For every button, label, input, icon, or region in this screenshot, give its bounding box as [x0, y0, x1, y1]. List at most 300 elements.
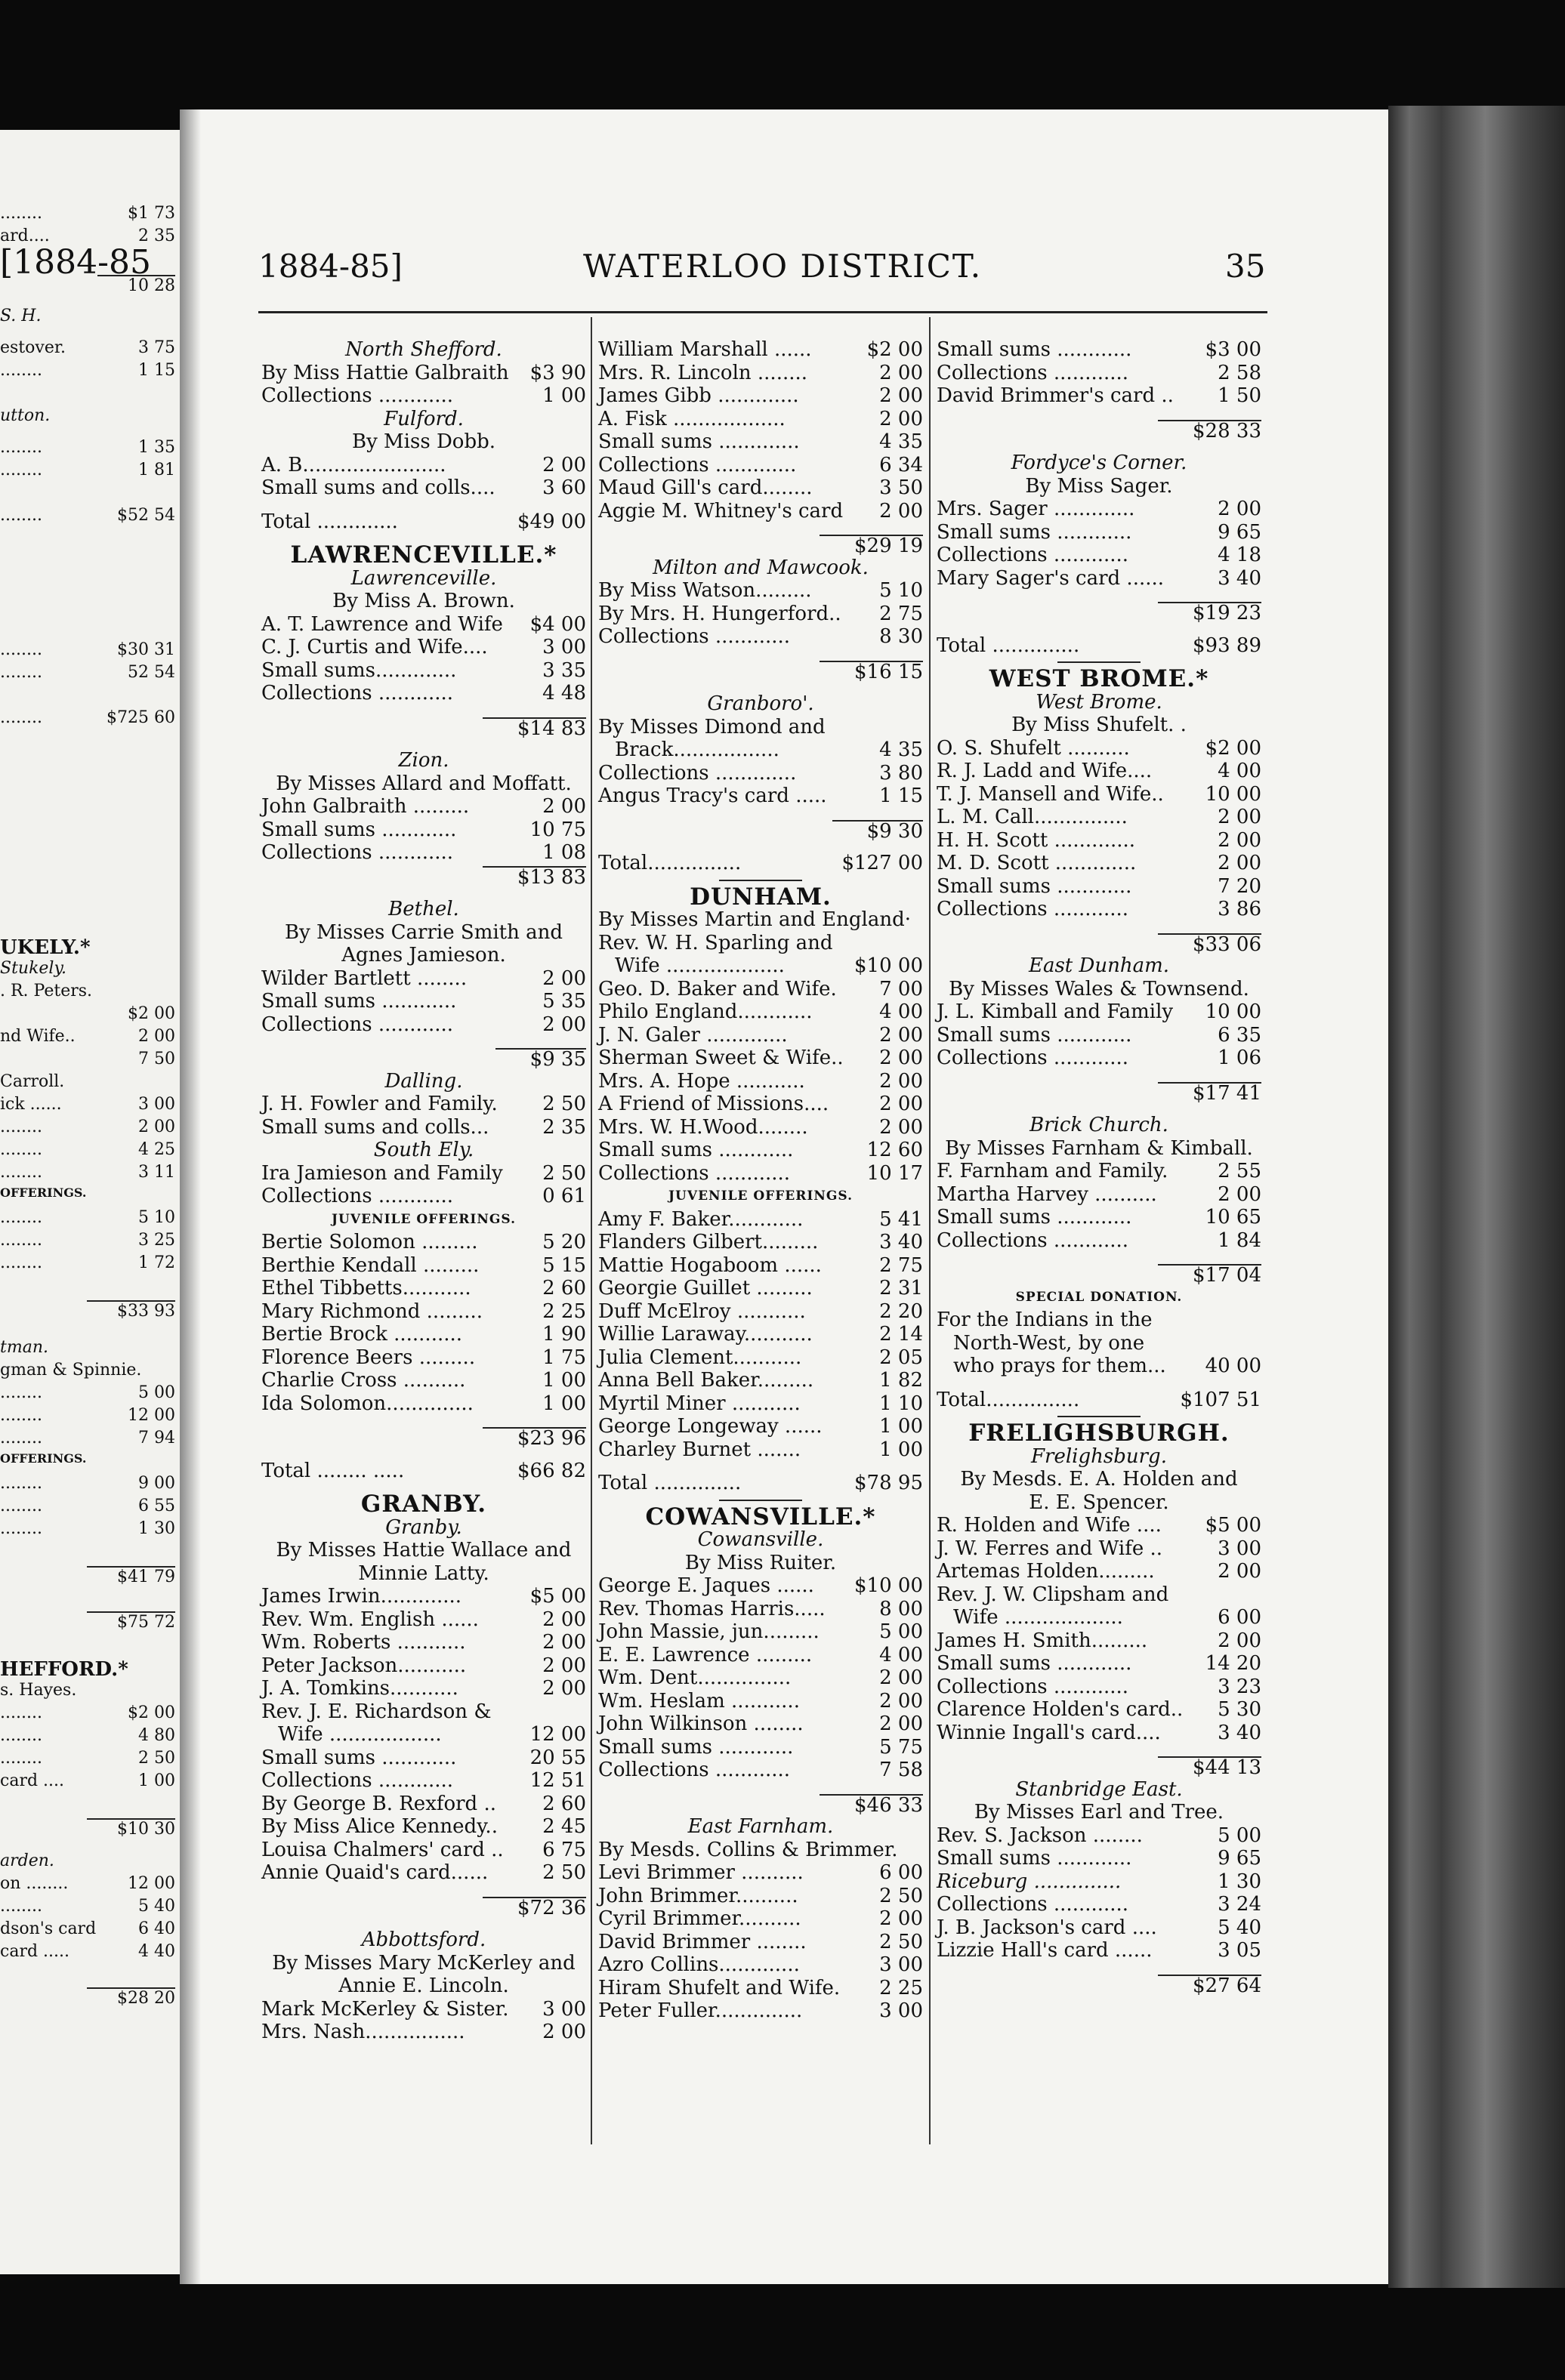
- entry-label: Angus Tracy's card .....: [598, 785, 827, 807]
- ledger-entry: [261, 1254, 586, 1278]
- left-fragment-amount: 3 11: [138, 1163, 175, 1181]
- ledger-entry: [261, 1277, 586, 1300]
- entry-label: Collections ............: [937, 361, 1129, 384]
- ledger-entry: [261, 1460, 586, 1483]
- left-fragment-line: [0, 204, 175, 222]
- collector-line: [261, 590, 586, 613]
- left-fragment-line: [0, 1429, 175, 1447]
- entry-label: Mary Sager's card ......: [937, 566, 1165, 590]
- entry-label: By Miss Ruiter.: [684, 1551, 837, 1574]
- entry-amount: 2 00: [1218, 1182, 1261, 1206]
- ledger-entry: [261, 1585, 586, 1608]
- entry-amount: $3 00: [1205, 338, 1261, 361]
- gutter-shadow: [180, 109, 201, 2284]
- left-fragment-label: ick ......: [0, 1095, 62, 1113]
- ledger-entry: [261, 1769, 586, 1793]
- left-fragment-amount: 4 25: [138, 1140, 175, 1158]
- header-rule: [258, 311, 1267, 313]
- left-fragment-label: . R. Peters.: [0, 982, 93, 1000]
- ledger-entry: [937, 875, 1261, 899]
- entry-label: Collections ............: [261, 1185, 454, 1207]
- collector-line: [598, 1552, 923, 1575]
- ledger-entry: [598, 762, 923, 785]
- ledger-entry: [937, 1000, 1261, 1024]
- left-fragment-label: nd Wife..: [0, 1027, 76, 1045]
- spacer: [937, 441, 1261, 452]
- entry-label: John Massie, jun.........: [598, 1620, 820, 1643]
- left-fragment-line: [0, 1140, 175, 1158]
- entry-label: Bertie Brock ...........: [261, 1323, 463, 1346]
- place-heading: [261, 1139, 586, 1162]
- entry-amount: 2 00: [542, 1013, 586, 1036]
- ledger-entry: [598, 1093, 923, 1116]
- entry-amount: 2 00: [1218, 498, 1261, 520]
- collector-line: [937, 978, 1261, 1001]
- entry-continuation: [598, 954, 923, 978]
- entry-label: By Misses Carrie Smith and: [284, 920, 563, 944]
- entry-label: North Shefford.: [345, 338, 502, 361]
- ledger-entry: [937, 1160, 1261, 1183]
- entry-label: Mrs. Sager .............: [937, 498, 1135, 520]
- left-fragment-label: ........: [0, 1897, 42, 1915]
- entry-amount: $107 51: [1180, 1388, 1261, 1411]
- entry-amount: 2 00: [879, 1023, 923, 1047]
- ledger-entry: [937, 1229, 1261, 1253]
- left-fragment-label: ........: [0, 438, 42, 456]
- entry-amount: 7 58: [879, 1759, 923, 1781]
- entry-label: Collections ............: [937, 1229, 1129, 1252]
- entry-label: Granboro'.: [707, 692, 814, 715]
- entry-label: Granby.: [385, 1515, 462, 1539]
- entry-amount: 3 60: [542, 476, 586, 499]
- subtotal-line: [261, 716, 586, 739]
- entry-label: WEST BROME.*: [989, 665, 1209, 692]
- left-fragment-label: Carroll.: [0, 1072, 65, 1090]
- left-fragment-line: [0, 1519, 175, 1537]
- entry-label: Collections ............: [598, 625, 791, 648]
- entry-label: A Friend of Missions....: [598, 1093, 829, 1115]
- left-fragment-line: [0, 307, 175, 325]
- entry-label: Peter Fuller..............: [598, 1999, 803, 2022]
- subtotal-amount: $23 96: [483, 1427, 586, 1448]
- entry-amount: 12 00: [529, 1723, 586, 1746]
- entry-amount: 4 00: [1218, 760, 1261, 782]
- left-fragment-label: ........: [0, 1497, 42, 1515]
- left-fragment-amount: 2 00: [138, 1027, 175, 1045]
- entry-amount: 2 50: [542, 1161, 586, 1185]
- left-fragment-amount: 7 50: [138, 1050, 175, 1068]
- entry-label: Collections ............: [598, 1161, 791, 1185]
- ledger-entry: [261, 362, 586, 385]
- entry-amount: 3 00: [542, 636, 586, 658]
- entry-label: Small sums.............: [261, 658, 457, 682]
- entry-amount: 2 00: [1218, 806, 1261, 828]
- subsection-label: [937, 1286, 1261, 1309]
- left-fragment-label: dson's card: [0, 1919, 97, 1938]
- entry-amount: 4 35: [879, 738, 923, 761]
- entry-label: Peter Jackson...........: [261, 1654, 467, 1677]
- spacer: [937, 590, 1261, 600]
- column-1: [261, 338, 586, 2150]
- entry-amount: 2 00: [1218, 852, 1261, 874]
- left-fragment-amount: $75 72: [87, 1611, 175, 1629]
- subtotal-amount: $27 64: [1158, 1975, 1261, 1996]
- spacer: [937, 1070, 1261, 1081]
- left-fragment-line: [0, 1095, 175, 1113]
- entry-label: Dalling.: [384, 1069, 463, 1093]
- entry-label: R. J. Ladd and Wife....: [937, 760, 1153, 782]
- entry-amount: 5 40: [1218, 1916, 1261, 1939]
- entry-label: By George B. Rexford ..: [261, 1792, 496, 1815]
- entry-amount: 1 50: [1218, 384, 1261, 407]
- ledger-entry: [937, 1560, 1261, 1583]
- ledger-entry: [598, 1070, 923, 1093]
- entry-amount: 2 00: [879, 1713, 923, 1735]
- entry-amount: 1 82: [879, 1369, 923, 1392]
- left-fragment-line: [0, 1874, 175, 1892]
- entry-label: Collections .............: [598, 761, 797, 785]
- entry-amount: 2 00: [542, 1608, 586, 1631]
- place-heading: [261, 567, 586, 590]
- entry-label: Wm. Heslam ...........: [598, 1689, 800, 1713]
- entry-amount: 20 55: [529, 1746, 586, 1769]
- ledger-entry: [937, 1824, 1261, 1848]
- collector-line: [261, 430, 586, 454]
- entry-label: Geo. D. Baker and Wife.: [598, 977, 837, 1000]
- collector-line: [261, 772, 586, 796]
- ledger-entry: [598, 1415, 923, 1438]
- entry-amount: 3 00: [1218, 1537, 1261, 1560]
- ledger-entry: [598, 1000, 923, 1024]
- entry-label: James H. Smith.........: [937, 1629, 1148, 1652]
- left-fragment-amount: 2 50: [138, 1749, 175, 1767]
- entry-amount: 10 75: [529, 818, 586, 841]
- entry-amount: 5 75: [879, 1735, 923, 1759]
- entry-amount: 2 50: [542, 1861, 586, 1884]
- entry-label: Wm. Dent...............: [598, 1666, 792, 1689]
- entry-label: C. J. Curtis and Wife....: [261, 636, 488, 658]
- entry-label: Abbottsford.: [361, 1928, 486, 1951]
- entry-label: SPECIAL DONATION.: [1015, 1289, 1183, 1305]
- entry-amount: 5 20: [542, 1231, 586, 1253]
- entry-amount: 0 61: [542, 1185, 586, 1207]
- ledger-entry: [261, 682, 586, 705]
- entry-label: By Miss Dobb.: [352, 430, 495, 453]
- ledger-entry: [598, 1392, 923, 1416]
- left-fragment-amount: 5 10: [138, 1208, 175, 1226]
- collector-line: [261, 944, 586, 967]
- entry-label: Mrs. Nash................: [261, 2021, 465, 2043]
- entry-amount: $127 00: [841, 852, 923, 874]
- ledger-entry: [598, 603, 923, 626]
- ledger-entry: [598, 454, 923, 477]
- entry-label: F. Farnham and Family.: [937, 1160, 1168, 1182]
- entry-amount: 3 80: [879, 761, 923, 785]
- entry-amount: 7 00: [879, 977, 923, 1000]
- ledger-entry: [937, 498, 1261, 521]
- left-fragment-line: [0, 1771, 175, 1790]
- entry-label: Georgie Guillet .........: [598, 1277, 813, 1299]
- entry-amount: 2 00: [879, 1907, 923, 1930]
- entry-amount: 2 00: [879, 407, 923, 430]
- collector-line: [261, 1562, 586, 1586]
- entry-amount: 1 00: [879, 1438, 923, 1461]
- entry-label: Rev. J. E. Richardson &: [261, 1700, 492, 1723]
- entry-label: E. E. Spencer.: [1029, 1491, 1169, 1514]
- ledger-entry: [937, 521, 1261, 544]
- entry-label: Collections ............: [937, 1893, 1129, 1916]
- place-heading: [261, 408, 586, 431]
- entry-label: Collections ............: [937, 898, 1129, 920]
- subtotal-amount: $16 15: [820, 661, 923, 682]
- entry-amount: 2 75: [879, 602, 923, 625]
- subtotal-line: [937, 418, 1261, 442]
- entry-label: JUVENILE OFFERINGS.: [668, 1188, 853, 1204]
- left-fragment-amount: 3 00: [138, 1095, 175, 1113]
- column-divider: [591, 317, 592, 2144]
- entry-label: Winnie Ingall's card....: [937, 1721, 1161, 1744]
- subtotal-line: [937, 1081, 1261, 1104]
- left-fragment-line: [0, 640, 175, 658]
- left-fragment-amount: $2 00: [128, 1703, 175, 1722]
- entry-amount: 2 25: [542, 1299, 586, 1323]
- entry-amount: 10 00: [1205, 782, 1261, 806]
- spacer: [261, 887, 586, 898]
- left-fragment-label: ........: [0, 1474, 42, 1492]
- entry-label: Collections ............: [261, 384, 454, 407]
- left-fragment-label: S. H.: [0, 307, 42, 325]
- entry-label: Annie E. Lincoln.: [338, 1975, 509, 1997]
- entry-label: Mrs. W. H.Wood........: [598, 1115, 808, 1139]
- spacer: [598, 1461, 923, 1472]
- entry-amount: 2 00: [542, 1677, 586, 1700]
- entry-label: Ethel Tibbetts...........: [261, 1277, 471, 1299]
- left-fragment-amount: 1 15: [138, 361, 175, 379]
- ledger-entry: [598, 1644, 923, 1667]
- left-fragment-line: [0, 1497, 175, 1515]
- ledger-entry: [937, 737, 1261, 760]
- entry-label: DUNHAM.: [690, 883, 832, 911]
- entry-label: By Misses Hattie Wallace and: [276, 1539, 572, 1561]
- left-fragment-line: [0, 506, 175, 524]
- entry-amount: 2 31: [879, 1277, 923, 1299]
- entry-label: COWANSVILLE.*: [645, 1503, 876, 1531]
- subtotal-line: [261, 1426, 586, 1449]
- left-fragment-label: card ....: [0, 1771, 65, 1790]
- entry-label: James Gibb .............: [598, 384, 799, 407]
- left-fragment-line: [0, 1338, 175, 1356]
- left-fragment-amount: 1 81: [138, 461, 175, 479]
- ledger-entry: [937, 783, 1261, 806]
- entry-amount: 1 00: [542, 1392, 586, 1415]
- entry-amount: 2 05: [879, 1346, 923, 1369]
- left-fragment-label: ........: [0, 461, 42, 479]
- ledger-entry: [598, 1861, 923, 1885]
- entry-label: Collections ............: [937, 1047, 1129, 1069]
- entry-amount: 2 00: [542, 966, 586, 990]
- left-fragment-amount: $28 20: [87, 1987, 175, 2005]
- spacer: [261, 1036, 586, 1047]
- entry-label: Frelighsburg.: [1031, 1444, 1167, 1468]
- left-fragment-label: ........: [0, 663, 42, 681]
- entry-label: Collections ............: [261, 682, 454, 704]
- entry-amount: 2 00: [879, 1093, 923, 1115]
- ledger-entry: [598, 978, 923, 1001]
- entry-amount: 2 50: [879, 1930, 923, 1953]
- entry-amount: 1 30: [1218, 1870, 1261, 1893]
- left-fragment-line: [0, 1681, 175, 1699]
- entry-label: Duff McElroy ...........: [598, 1299, 806, 1323]
- entry-label: Mrs. A. Hope ...........: [598, 1069, 805, 1093]
- left-fragment-label: OFFERINGS.: [0, 1451, 87, 1466]
- left-fragment-label: s. Hayes.: [0, 1681, 77, 1699]
- left-fragment-label: Stukely.: [0, 959, 66, 977]
- left-fragment-amount: $30 31: [117, 640, 175, 658]
- entry-label: Zion.: [398, 749, 449, 772]
- ledger-entry: [261, 1654, 586, 1678]
- spacer: [598, 682, 923, 692]
- entry-amount: 7 20: [1218, 874, 1261, 898]
- entry-label: Brack.................: [615, 738, 779, 761]
- entry-label: J. B. Jackson's card ....: [937, 1916, 1157, 1939]
- entry-label: Small sums ............: [598, 1735, 794, 1759]
- ledger-entry: [598, 1162, 923, 1185]
- spacer: [261, 1449, 586, 1460]
- entry-amount: 1 75: [542, 1346, 586, 1369]
- entry-label: Total ..............: [937, 634, 1080, 657]
- collector-line: [937, 475, 1261, 498]
- ledger-entry: [598, 785, 923, 808]
- entry-label: Small sums ............: [937, 1023, 1132, 1047]
- ledger-entry: [261, 1608, 586, 1632]
- ledger-entry: [598, 1931, 923, 1954]
- subtotal-amount: $44 13: [1158, 1756, 1261, 1777]
- entry-label: By Misses Wales & Townsend.: [949, 977, 1249, 1000]
- left-fragment-amount: 1 35: [138, 438, 175, 456]
- left-fragment-line: [0, 1406, 175, 1424]
- entry-label: LAWRENCEVILLE.*: [290, 541, 557, 569]
- entry-label: Small sums and colls...: [261, 1115, 489, 1139]
- ledger-entry: [937, 1847, 1261, 1870]
- entry-label: John Galbraith .........: [261, 795, 470, 818]
- ledger-entry: [937, 1183, 1261, 1207]
- entry-label: A. B.......................: [261, 453, 446, 476]
- spacer: [598, 808, 923, 819]
- entry-amount: 14 20: [1205, 1652, 1261, 1675]
- ledger-entry: [261, 2021, 586, 2044]
- entry-label: Louisa Chalmers' card ..: [261, 1838, 504, 1861]
- ledger-entry: [261, 1861, 586, 1885]
- ledger-entry: [261, 1116, 586, 1139]
- entry-amount: $49 00: [517, 510, 586, 533]
- entry-label: Agnes Jamieson.: [341, 944, 506, 966]
- subtotal-line: [937, 1973, 1261, 1996]
- left-fragment-line: [0, 1658, 175, 1676]
- ledger-entry: [261, 1392, 586, 1416]
- place-heading: [598, 1528, 923, 1552]
- ledger-entry: [261, 967, 586, 991]
- entry-label: Lawrenceville.: [350, 566, 497, 590]
- left-fragment-line: [0, 1919, 175, 1938]
- ledger-entry: [937, 544, 1261, 567]
- subtotal-amount: $9 35: [495, 1048, 586, 1069]
- entry-amount: 4 35: [879, 430, 923, 453]
- entry-label: R. Holden and Wife ....: [937, 1514, 1162, 1537]
- left-fragment-label: ........: [0, 1406, 42, 1424]
- entry-amount: 3 05: [1218, 1939, 1261, 1962]
- entry-amount: 3 86: [1218, 898, 1261, 920]
- ledger-entry: [598, 625, 923, 649]
- left-fragment-line: [0, 708, 175, 726]
- entry-label: Sherman Sweet & Wife..: [598, 1047, 844, 1069]
- subtotal-amount: $28 33: [1158, 420, 1261, 441]
- left-fragment-amount: $33 93: [87, 1300, 175, 1318]
- left-fragment-line: [0, 1611, 175, 1629]
- ledger-entry: [937, 338, 1261, 362]
- ledger-entry: [598, 1953, 923, 1977]
- ledger-entry: [937, 1309, 1261, 1332]
- left-fragment-label: ........: [0, 1140, 42, 1158]
- ledger-entry: [598, 716, 923, 739]
- entry-label: Wife ...................: [615, 954, 785, 977]
- entry-amount: 5 00: [879, 1620, 923, 1643]
- entry-label: Berthie Kendall .........: [261, 1253, 480, 1277]
- ledger-entry: [598, 1620, 923, 1644]
- ledger-entry: [937, 829, 1261, 852]
- ledger-entry: [261, 1093, 586, 1116]
- left-fragment-line: [0, 227, 175, 245]
- entry-amount: 8 30: [879, 625, 923, 648]
- entry-amount: 5 30: [1218, 1698, 1261, 1721]
- left-fragment-amount: 3 25: [138, 1231, 175, 1249]
- left-fragment-label: tman.: [0, 1338, 48, 1356]
- entry-label: By Misses Martin and England·: [598, 908, 911, 931]
- entry-label: J. N. Galer .............: [598, 1023, 788, 1047]
- entry-label: who prays for them...: [953, 1355, 1166, 1377]
- left-fragment-line: [0, 1987, 175, 2005]
- entry-label: Fulford.: [384, 407, 464, 430]
- entry-amount: $5 00: [529, 1585, 586, 1608]
- spacer: [937, 1962, 1261, 1973]
- left-fragment-line: [0, 1361, 175, 1379]
- spacer: [937, 1378, 1261, 1389]
- ledger-entry: [937, 852, 1261, 875]
- entry-label: Bertie Solomon .........: [261, 1231, 478, 1253]
- left-fragment-label: ........: [0, 1429, 42, 1447]
- section-heading: [937, 1422, 1261, 1445]
- entry-label: Levi Brimmer ..........: [598, 1861, 804, 1884]
- entry-amount: 2 00: [879, 1689, 923, 1713]
- ledger-entry: [598, 1839, 923, 1862]
- entry-amount: 3 50: [879, 476, 923, 499]
- entry-label: Martha Harvey ..........: [937, 1182, 1157, 1206]
- place-heading: [261, 1070, 586, 1093]
- spacer: [937, 1103, 1261, 1114]
- entry-label: East Farnham.: [687, 1815, 834, 1838]
- place-heading: [598, 692, 923, 716]
- entry-amount: 5 10: [879, 579, 923, 602]
- left-fragment-amount: $52 54: [117, 506, 175, 524]
- place-heading: [598, 556, 923, 580]
- left-fragment-label: ........: [0, 1163, 42, 1181]
- ledger-entry: [598, 408, 923, 431]
- ledger-entry: [261, 990, 586, 1013]
- entry-amount: 3 40: [879, 1231, 923, 1253]
- left-fragment-line: [0, 1163, 175, 1181]
- entry-amount: 5 41: [879, 1207, 923, 1231]
- left-fragment-line: [0, 1566, 175, 1584]
- ledger-entry: [598, 1047, 923, 1070]
